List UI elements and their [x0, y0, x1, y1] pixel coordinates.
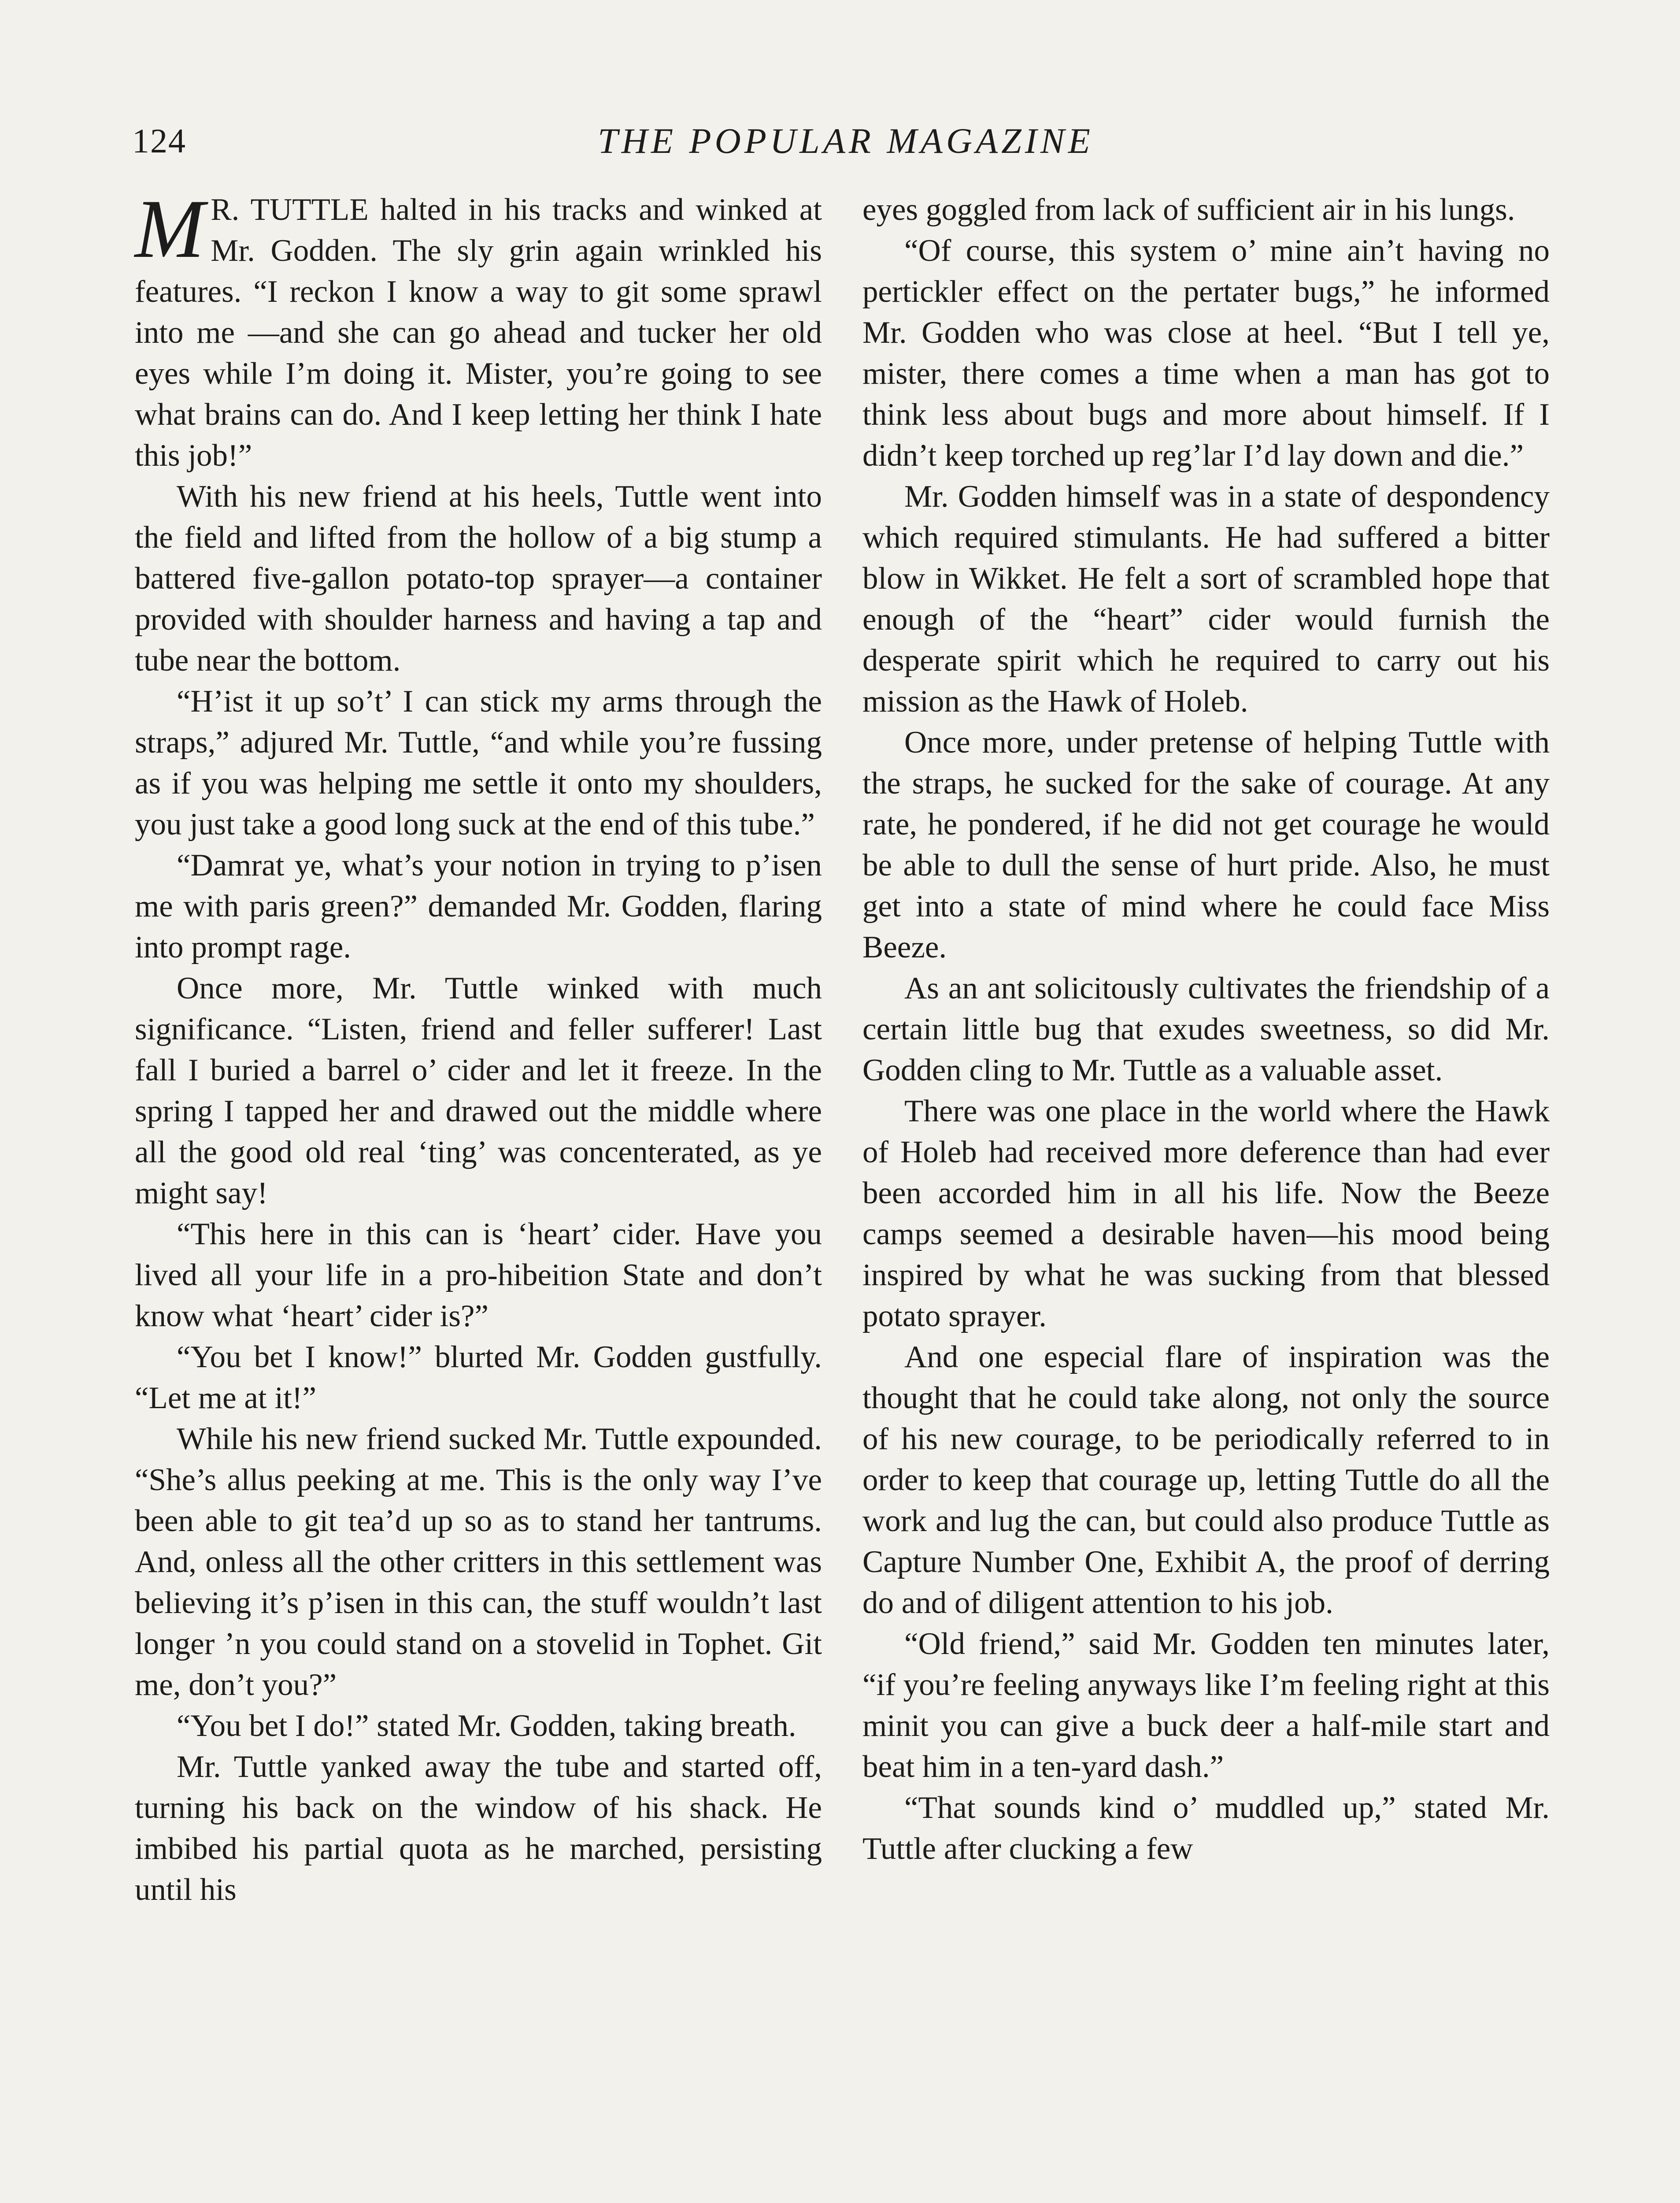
paragraph: eyes goggled from lack of sufficient air in his lungs. [862, 193, 1515, 227]
paragraph: As an ant solicitously cultivates the friendship of a certain little bug that exudes sweetness, so did Mr. Godden cling to Mr. Tuttle as a valuable asset. [862, 971, 1550, 1087]
paragraph: “This here in this can is ‘heart’ cider. Have you lived all your life in a pro-hibeition State and don’t know what ‘heart’ cider is?” [135, 1217, 822, 1333]
paragraph: “You bet I know!” blurted Mr. Godden gustfully. “Let me at it!” [135, 1340, 822, 1415]
left-column [135, 183, 822, 1910]
paragraph: “Damrat ye, what’s your notion in trying to p’isen me with paris green?” demanded Mr. Godden, flaring into prompt rage. [135, 848, 822, 964]
running-title: THE POPULAR MAGAZINE [598, 121, 1094, 161]
paragraph: Mr. Godden himself was in a state of despondency which required stimulants. He had suffered a bitter blow in Wikket. He felt a sort of scrambled hope that enough of the “heart” cider would furnish the desperate spirit which he required to carry out his mission as the Hawk of Holeb. [862, 479, 1550, 719]
paragraph: “That sounds kind o’ muddled up,” stated Mr. Tuttle after clucking a few [862, 1791, 1550, 1866]
paragraph: Once more, under pretense of helping Tuttle with the straps, he sucked for the sake of courage. At any rate, he pondered, if he did not get courage he would be able to dull the sense of hurt pride. Also, he must get into a state of mind where he could face Miss Beeze. [862, 725, 1550, 964]
paragraph: “You bet I do!” stated Mr. Godden, taking breath. [177, 1709, 796, 1743]
paragraph: With his new friend at his heels, Tuttle went into the field and lifted from the hollow of a big stump a battered five-gallon potato-top sprayer—a container provided with shoulder harness and having a tap and tube near the bottom. [135, 479, 822, 678]
page-number: 124 [132, 122, 186, 160]
paragraph: And one especial flare of inspiration was the thought that he could take along, not only the source of his new courage, to be periodically referred to in order to keep that courage up, letting Tuttle do all the work and lug the can, but could also produce Tuttle as Capture Number One, Exhibit A, the proof of derring do and of diligent attention to his job. [862, 1340, 1550, 1620]
paragraph [135, 183, 822, 476]
paragraph: While his new friend sucked Mr. Tuttle expounded. “She’s allus peeking at me. This is the only way I’ve been able to git tea’d up so as to stand her tantrums. And, onless all the other critters in this settlement was believing it’s p’isen in this can, the stuff wouldn’t last longer ’n you could stand on a stovelid in Tophet. Git me, don’t you?” [135, 1422, 822, 1702]
paragraph: “Of course, this system o’ mine ain’t having no pertickler effect on the pertater bugs,” he informed Mr. Godden who was close at heel. “But I tell ye, mister, there comes a time when a man has got to think less about bugs and more about himself. If I didn’t keep torched up reg’lar I’d lay down and die.” [862, 234, 1550, 473]
page-header [132, 117, 1559, 165]
paragraph: There was one place in the world where the Hawk of Holeb had received more deference than had ever been accorded him in all his life. Now the Beeze camps seemed a desirable haven—his mood being inspired by what he was sucking from that blessed potato sprayer. [862, 1094, 1550, 1333]
drop-cap: M [135, 183, 205, 275]
paragraph: Once more, Mr. Tuttle winked with much significance. “Listen, friend and feller sufferer! Last fall I buried a barrel o’ cider and let it freeze. In the spring I tapped her and drawed out the middle where all the good old real ‘ting’ was concenterated, as ye might say! [135, 971, 822, 1210]
paragraph-text: R. TUTTLE halted in his tracks and winked at Mr. Godden. The sly grin again wrinkled his features. “I reckon I know a way to git some sprawl into me —and she can go ahead and tucker her old eyes while I’m doing it. Mister, you’re going to see what brains can do. And I keep letting her think I hate this job!” [135, 193, 822, 473]
paragraph: “H’ist it up so’t’ I can stick my arms through the straps,” adjured Mr. Tuttle, “and while you’re fussing as if you was helping me settle it onto my shoulders, you just take a good long suck at the end of this tube.” [135, 684, 822, 842]
right-column [862, 189, 1550, 1869]
paragraph: “Old friend,” said Mr. Godden ten minutes later, “if you’re feeling anyways like I’m feeling right at this minit you can give a buck deer a half-mile start and beat him in a ten-yard dash.” [862, 1627, 1550, 1784]
paragraph: Mr. Tuttle yanked away the tube and started off, turning his back on the window of his shack. He imbibed his partial quota as he marched, persisting until his [135, 1750, 822, 1907]
